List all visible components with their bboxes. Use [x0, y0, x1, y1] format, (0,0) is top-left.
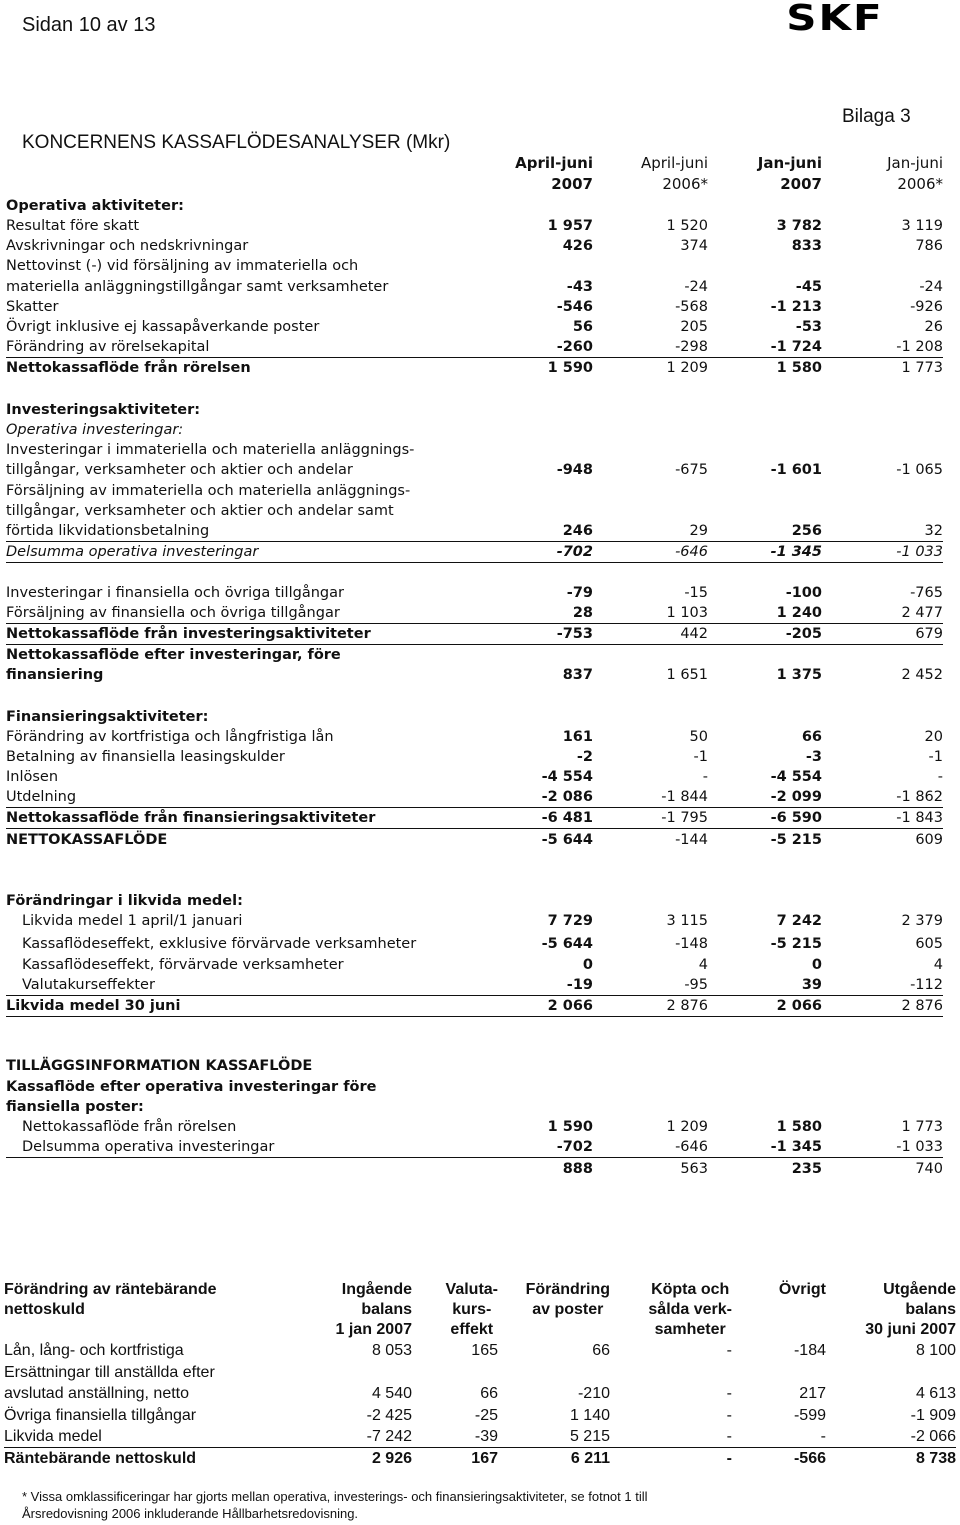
cell-value: -1 208: [896, 339, 943, 355]
row-label: Nettokassaflöde från rörelsen: [22, 1119, 237, 1135]
row-label: fiansiella poster:: [6, 1099, 144, 1115]
footnote: * Vissa omklassificeringar har gjorts mellan operativa, investerings- och finansieringsaktiviteter, se fotnot 1 till Årsredovisning 2006 inkluderande Hållbarhetsredovisning.: [22, 1489, 648, 1521]
cell-value: -1 843: [896, 810, 943, 826]
cell-value: 442: [680, 626, 708, 642]
table-row: [6, 460, 943, 480]
cell-value: 2 379: [901, 913, 943, 929]
cell-value: -45: [795, 279, 822, 295]
cell-value: 217: [799, 1385, 826, 1402]
cell-value: 1 209: [666, 360, 708, 376]
cell-value: 29: [689, 523, 708, 539]
row-label: Delsumma operativa investeringar: [6, 544, 259, 560]
cell-value: 1 209: [666, 1119, 708, 1135]
cell-value: 374: [680, 238, 708, 254]
cell-value: -646: [675, 1139, 708, 1155]
cell-value: -1: [693, 749, 708, 765]
cell-value: 3 115: [666, 913, 708, 929]
cell-value: 4: [698, 957, 708, 973]
table-row: [6, 707, 943, 727]
row-label: Operativa aktiviteter:: [6, 198, 184, 214]
row-label: Försäljning av immateriella och materiella anläggnings-: [6, 483, 411, 499]
cell-value: -5 215: [770, 936, 822, 952]
cell-value: 246: [562, 523, 593, 539]
cell-value: 1 590: [547, 360, 593, 376]
page-number: Sidan 10 av 13: [22, 14, 156, 36]
cell-value: 1 580: [776, 360, 822, 376]
cell-value: 679: [915, 626, 943, 642]
cell-value: -: [937, 769, 943, 785]
cell-value: 1 651: [666, 667, 708, 683]
cell-value: -1 862: [896, 789, 943, 805]
row-label: Ersättningar till anställda efter: [4, 1364, 215, 1381]
row-label: Investeringsaktiviteter:: [6, 402, 201, 418]
row-label: Nettokassaflöde efter investeringar, före: [6, 647, 341, 663]
table-row: [6, 934, 943, 954]
table-row: [6, 645, 943, 665]
row-label: Förändring av rörelsekapital: [6, 339, 210, 355]
table-row: [6, 256, 943, 276]
cell-value: 235: [791, 1161, 822, 1177]
cell-value: -702: [556, 544, 593, 560]
cell-value: -2 099: [770, 789, 822, 805]
row-label: Nettokassaflöde från finansieringsaktiviteter: [6, 810, 376, 826]
cell-value: -599: [793, 1407, 826, 1424]
cell-value: 2 926: [371, 1450, 412, 1467]
cell-value: 1 957: [547, 218, 593, 234]
row-label: Räntebärande nettoskuld: [4, 1450, 197, 1467]
cell-value: 167: [471, 1450, 498, 1467]
table-row: [6, 297, 943, 317]
row-label: tillgångar, verksamheter och aktier och andelar samt: [6, 503, 394, 519]
row-label: Försäljning av finansiella och övriga tillgångar: [6, 605, 340, 621]
col-header-2: April-juni 2006*: [640, 154, 708, 193]
net-debt-col-header: Övrigt: [778, 1281, 826, 1298]
row-underline: [6, 562, 943, 563]
cell-value: 0: [582, 957, 593, 973]
cell-value: -25: [474, 1407, 498, 1424]
cell-value: 2 066: [776, 998, 822, 1014]
cell-value: -79: [566, 585, 593, 601]
table-row: [6, 1117, 943, 1137]
cell-value: -4 554: [541, 769, 593, 785]
cell-value: 605: [915, 936, 943, 952]
row-label: Nettokassaflöde från investeringsaktiviteter: [6, 626, 371, 642]
cell-value: -184: [793, 1342, 826, 1359]
cell-value: 8 053: [371, 1342, 412, 1359]
cell-value: 161: [562, 729, 593, 745]
cell-value: -5 644: [541, 936, 593, 952]
table-row: [6, 481, 943, 501]
cell-value: -1 345: [770, 544, 822, 560]
appendix-label: Bilaga 3: [842, 106, 911, 127]
cell-value: -: [726, 1450, 732, 1467]
cell-value: -2 425: [366, 1407, 412, 1424]
cell-value: -926: [910, 299, 943, 315]
cell-value: 6 211: [570, 1450, 610, 1467]
cell-value: -210: [577, 1385, 610, 1402]
cell-value: 4: [933, 957, 943, 973]
row-underline: [6, 1157, 943, 1158]
net-debt-col-header: Utgående balans 30 juni 2007: [865, 1281, 956, 1338]
cell-value: -24: [684, 279, 708, 295]
cell-value: 1 590: [547, 1119, 593, 1135]
row-label: Finansieringsaktiviteter:: [6, 709, 209, 725]
cell-value: -205: [785, 626, 822, 642]
cell-value: 1 773: [901, 360, 943, 376]
cell-value: 786: [915, 238, 943, 254]
cell-value: 8 100: [915, 1342, 956, 1359]
cell-value: -5 215: [770, 832, 822, 848]
cell-value: -43: [566, 279, 593, 295]
cell-value: -1 065: [896, 462, 943, 478]
row-label: Lån, lång- och kortfristiga: [4, 1342, 184, 1359]
cell-value: -1 844: [661, 789, 708, 805]
cell-value: 56: [572, 319, 593, 335]
table-row: [6, 501, 943, 521]
cell-value: -6 481: [541, 810, 593, 826]
cell-value: 20: [924, 729, 943, 745]
row-label: Övrigt inklusive ej kassapåverkande poster: [6, 319, 320, 335]
row-underline: [6, 828, 943, 829]
row-label: NETTOKASSAFLÖDE: [6, 832, 168, 848]
cell-value: 165: [471, 1342, 498, 1359]
svg-text:SKF: SKF: [786, 2, 884, 38]
cell-value: -7 242: [366, 1428, 412, 1445]
cell-value: 563: [680, 1161, 708, 1177]
cell-value: -6 590: [770, 810, 822, 826]
table-row: [6, 787, 943, 807]
cell-value: 7 242: [776, 913, 822, 929]
row-label: Nettokassaflöde från rörelsen: [6, 360, 251, 376]
cell-value: -948: [556, 462, 593, 478]
table-row: [6, 521, 943, 541]
table-row: [6, 911, 943, 931]
row-label: Förändringar i likvida medel:: [6, 893, 243, 909]
cell-value: -144: [675, 832, 708, 848]
cell-value: -5 644: [541, 832, 593, 848]
table-row: [6, 542, 943, 562]
table-row: [6, 317, 943, 337]
cell-value: -1 213: [770, 299, 822, 315]
cell-value: -1: [928, 749, 943, 765]
cell-value: 1 240: [776, 605, 822, 621]
table-row: [6, 337, 943, 357]
cell-value: -1 724: [770, 339, 822, 355]
cell-value: -646: [675, 544, 708, 560]
cell-value: 426: [562, 238, 593, 254]
net-debt-row: [4, 1340, 956, 1361]
table-row: [6, 1077, 943, 1097]
net-debt-col-header: Köpta och sålda verk- samheter: [648, 1281, 732, 1338]
row-label: Likvida medel 30 juni: [6, 998, 181, 1014]
table-row: [6, 440, 943, 460]
table-row: [6, 1137, 943, 1157]
cell-value: 205: [680, 319, 708, 335]
row-label: Operativa investeringar:: [6, 422, 184, 438]
cell-value: 888: [562, 1161, 593, 1177]
cell-value: -765: [910, 585, 943, 601]
net-debt-row: [4, 1426, 956, 1447]
cell-value: -260: [556, 339, 593, 355]
cell-value: 8 738: [915, 1450, 956, 1467]
cell-value: -1 909: [910, 1407, 956, 1424]
row-label: Skatter: [6, 299, 59, 315]
table-row: [6, 400, 943, 420]
cell-value: -148: [675, 936, 708, 952]
cell-value: -4 554: [770, 769, 822, 785]
cell-value: -2: [576, 749, 593, 765]
net-debt-row: [4, 1405, 956, 1426]
cell-value: 32: [924, 523, 943, 539]
cell-value: -753: [556, 626, 593, 642]
table-row: [6, 277, 943, 297]
cell-value: 1 103: [666, 605, 708, 621]
cell-value: 5 215: [569, 1428, 610, 1445]
row-label: Investeringar i finansiella och övriga tillgångar: [6, 585, 344, 601]
table-row: [6, 665, 943, 685]
row-label: Resultat före skatt: [6, 218, 140, 234]
cell-value: 2 876: [666, 998, 708, 1014]
table-row: [6, 236, 943, 256]
table-row: [6, 767, 943, 787]
net-debt-col-header: Förändring av poster: [525, 1281, 610, 1318]
row-label: avslutad anställning, netto: [4, 1385, 190, 1402]
row-underline: [6, 1016, 943, 1017]
cell-value: -: [726, 1428, 732, 1445]
cell-value: 3 782: [776, 218, 822, 234]
row-label: Inlösen: [6, 769, 59, 785]
cell-value: 66: [592, 1342, 610, 1359]
cell-value: -19: [566, 977, 593, 993]
table-row: [6, 216, 943, 236]
cell-value: 1 580: [776, 1119, 822, 1135]
cell-value: 740: [915, 1161, 943, 1177]
cell-value: -546: [556, 299, 593, 315]
cell-value: 1 140: [569, 1407, 610, 1424]
cell-value: -702: [556, 1139, 593, 1155]
table-row: [6, 1159, 943, 1179]
cell-value: 1 520: [666, 218, 708, 234]
cell-value: -24: [919, 279, 943, 295]
table-row: [6, 420, 943, 440]
row-label: Investeringar i immateriella och materiella anläggnings-: [6, 442, 415, 458]
cell-value: -: [702, 769, 708, 785]
row-label: Kassaflödeseffekt, förvärvade verksamheter: [22, 957, 344, 973]
cell-value: -: [726, 1342, 732, 1359]
col-header-3: Jan-juni 2007: [757, 154, 822, 193]
row-label: förtida likvidationsbetalning: [6, 523, 210, 539]
table-row: [6, 1056, 943, 1076]
table-row: [6, 583, 943, 603]
row-label: Likvida medel: [4, 1428, 102, 1445]
table-row: [6, 727, 943, 747]
cell-value: 256: [791, 523, 822, 539]
net-debt-row: [4, 1448, 956, 1469]
row-label: Utdelning: [6, 789, 77, 805]
net-debt-col-header: Ingående balans 1 jan 2007: [335, 1281, 412, 1338]
cell-value: 50: [689, 729, 708, 745]
cell-value: -: [726, 1385, 732, 1402]
cell-value: -298: [675, 339, 708, 355]
row-label: Förändring av kortfristiga och långfristiga lån: [6, 729, 334, 745]
cell-value: 66: [480, 1385, 498, 1402]
cell-value: 833: [791, 238, 822, 254]
col-header-4: Jan-juni 2006*: [887, 154, 943, 193]
cell-value: 3 119: [901, 218, 943, 234]
table-row: [6, 747, 943, 767]
cell-value: -: [726, 1407, 732, 1424]
row-label: materiella anläggningstillgångar samt verksamheter: [6, 279, 389, 295]
cell-value: 26: [924, 319, 943, 335]
table-row: [6, 955, 943, 975]
cell-value: -1 033: [896, 544, 943, 560]
cell-value: 4 613: [915, 1385, 956, 1402]
table-row: [6, 358, 943, 378]
table-row: [6, 624, 943, 644]
row-label: tillgångar, verksamheter och aktier och andelar: [6, 462, 353, 478]
cell-value: 2 066: [547, 998, 593, 1014]
cell-value: 66: [801, 729, 822, 745]
table-row: [6, 996, 943, 1016]
table-row: [6, 808, 943, 828]
row-label: Valutakurseffekter: [22, 977, 155, 993]
row-label: TILLÄGGSINFORMATION KASSAFLÖDE: [6, 1058, 313, 1074]
cell-value: -3: [805, 749, 822, 765]
cell-value: 837: [562, 667, 593, 683]
cell-value: -1 795: [661, 810, 708, 826]
table-row: [6, 603, 943, 623]
row-label: Övriga finansiella tillgångar: [4, 1407, 197, 1424]
net-debt-col-header: Valuta- kurs- effekt: [445, 1281, 498, 1338]
cell-value: -: [820, 1428, 826, 1445]
row-label: Kassaflöde efter operativa investeringar före: [6, 1079, 377, 1095]
cell-value: -100: [785, 585, 822, 601]
net-debt-row: [4, 1383, 956, 1404]
row-label: Betalning av finansiella leasingskulder: [6, 749, 285, 765]
cell-value: -1 345: [770, 1139, 822, 1155]
cell-value: 4 540: [371, 1385, 412, 1402]
cell-value: 39: [801, 977, 822, 993]
cell-value: 609: [915, 832, 943, 848]
cell-value: 2 876: [901, 998, 943, 1014]
table-row: [6, 891, 943, 911]
cell-value: -39: [474, 1428, 498, 1445]
row-label: Delsumma operativa investeringar: [22, 1139, 275, 1155]
row-label: Nettovinst (-) vid försäljning av immateriella och: [6, 258, 359, 274]
table-row: [6, 196, 943, 216]
row-label: Kassaflödeseffekt, exklusive förvärvade verksamheter: [22, 936, 417, 952]
row-label: finansiering: [6, 667, 104, 683]
cell-value: -112: [910, 977, 943, 993]
cell-value: -1 601: [770, 462, 822, 478]
cell-value: -53: [795, 319, 822, 335]
row-label: Likvida medel 1 april/1 januari: [22, 913, 243, 929]
report-title: KONCERNENS KASSAFLÖDESANALYSER (Mkr): [22, 132, 451, 153]
cell-value: 1 773: [901, 1119, 943, 1135]
skf-logo: [760, 2, 910, 38]
table-row: [6, 1097, 943, 1117]
cell-value: 7 729: [547, 913, 593, 929]
row-label: Avskrivningar och nedskrivningar: [6, 238, 249, 254]
cell-value: 1 375: [776, 667, 822, 683]
cell-value: -568: [675, 299, 708, 315]
net-debt-row: [4, 1362, 956, 1383]
table-row: [6, 975, 943, 995]
cell-value: 2 452: [901, 667, 943, 683]
cell-value: -675: [675, 462, 708, 478]
cell-value: 2 477: [901, 605, 943, 621]
cell-value: -95: [684, 977, 708, 993]
table-row: [6, 830, 943, 850]
col-header-1: April-juni 2007: [515, 154, 593, 193]
net-debt-title: Förändring av räntebärande nettoskuld: [4, 1281, 217, 1318]
cell-value: -566: [793, 1450, 826, 1467]
cell-value: 28: [572, 605, 593, 621]
cell-value: -1 033: [896, 1139, 943, 1155]
cell-value: -15: [684, 585, 708, 601]
cell-value: -2 066: [910, 1428, 956, 1445]
cell-value: 0: [811, 957, 822, 973]
cell-value: -2 086: [541, 789, 593, 805]
